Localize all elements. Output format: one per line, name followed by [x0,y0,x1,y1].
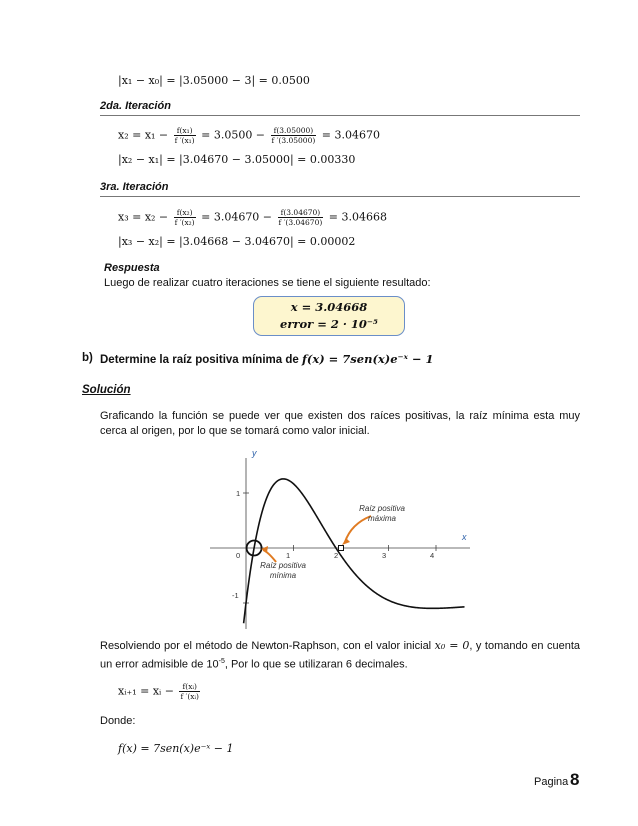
initial-value: x₀ = 0 [434,639,470,652]
page-label: Pagina [534,776,569,788]
solucion-title: Solución [82,384,131,396]
solucion-paragraph: Graficando la función se puede ver que existen dos raíces positivas, la raíz mínima esta muy cerca al origen, por lo que se tomará como valor inicial. [100,410,580,437]
iteration-3-rule [100,196,580,197]
error-line-x1-x0: |x₁ − x₀| = |3.05000 − 3| = 0.0500 [118,74,310,87]
annotation-max-line2: máxima [367,514,397,523]
annotation-max-line1: Raíz positiva [359,504,405,513]
x-tick-label-0: 0 [236,551,241,560]
iteration-3-formula: x₃ = x₂ − $\frac{\text{f(x₂)}}{\text{f ′(x₂)}}$ = 3.04670 − $\frac{f(3.04670)}{f '(3.04670)}$ = 3.04668 [118,208,387,227]
y-tick-label-1: 1 [236,489,241,498]
iteration-2-title: 2da. Iteración [100,100,171,112]
annotation-min-line1: Raíz positiva [260,561,306,570]
answer-x: x = 3.04668 [290,300,368,314]
donde-formula: f(x) = 7sen(x)e⁻ˣ − 1 [118,742,234,755]
page-number: 8 [570,770,580,789]
donde-label: Donde: [100,715,136,727]
iteration-2-formula: x₂ = x₁ − $\frac{\text{f(x₁)}}{\text{f ′(x₁)}}$ = 3.0500 − $\frac{f(3.05000)}{f '(3.05000)}$ = 3.04670 [118,126,380,145]
x-tick-label-3: 3 [382,551,387,560]
part-b-formula: f(x) = 7sen(x)e⁻ˣ − 1 [301,352,434,366]
part-b-label: b) [82,352,93,364]
answer-error: error = 2 · 10⁻⁵ [280,317,378,331]
y-axis-label: y [252,448,257,458]
function-graph [200,444,480,634]
x-tick-label-2: 2 [334,551,339,560]
newton-formula: xᵢ₊₁ = xᵢ − $\frac{\text{f(xᵢ)}}{\text{f ′(xᵢ)}}$ [118,682,199,701]
iteration-3-error: |x₃ − x₂| = |3.04668 − 3.04670| = 0.00002 [118,235,356,248]
max-root-marker [339,546,344,551]
iteration-2-rule [100,115,580,116]
x-tick-label-4: 4 [430,551,435,560]
x-tick-label-1: 1 [286,551,291,560]
max-root-arrowhead [342,538,350,545]
annotation-min-line2: mínima [269,571,297,580]
respuesta-text: Luego de realizar cuatro iteraciones se tiene el siguiente resultado: [104,277,431,289]
iteration-3-title: 3ra. Iteración [100,181,169,193]
answer-box [253,296,405,336]
respuesta-title: Respuesta [104,262,160,274]
newton-paragraph: Resolviendo por el método de Newton-Raphson, con el valor inicial x₀ = 0, y tomando en cuenta un error admisible de $10^{-5}$, Por lo que se utilizaran 6 decimales. [100,639,581,671]
part-b-heading: Determine la raíz positiva mínima de f(x) = 7sen(x)e⁻ˣ − 1 [100,352,434,366]
x-axis-label: x [462,532,467,542]
iteration-2-error: |x₂ − x₁| = |3.04670 − 3.05000| = 0.00330 [118,153,356,166]
y-tick-label-neg1: -1 [232,591,239,600]
